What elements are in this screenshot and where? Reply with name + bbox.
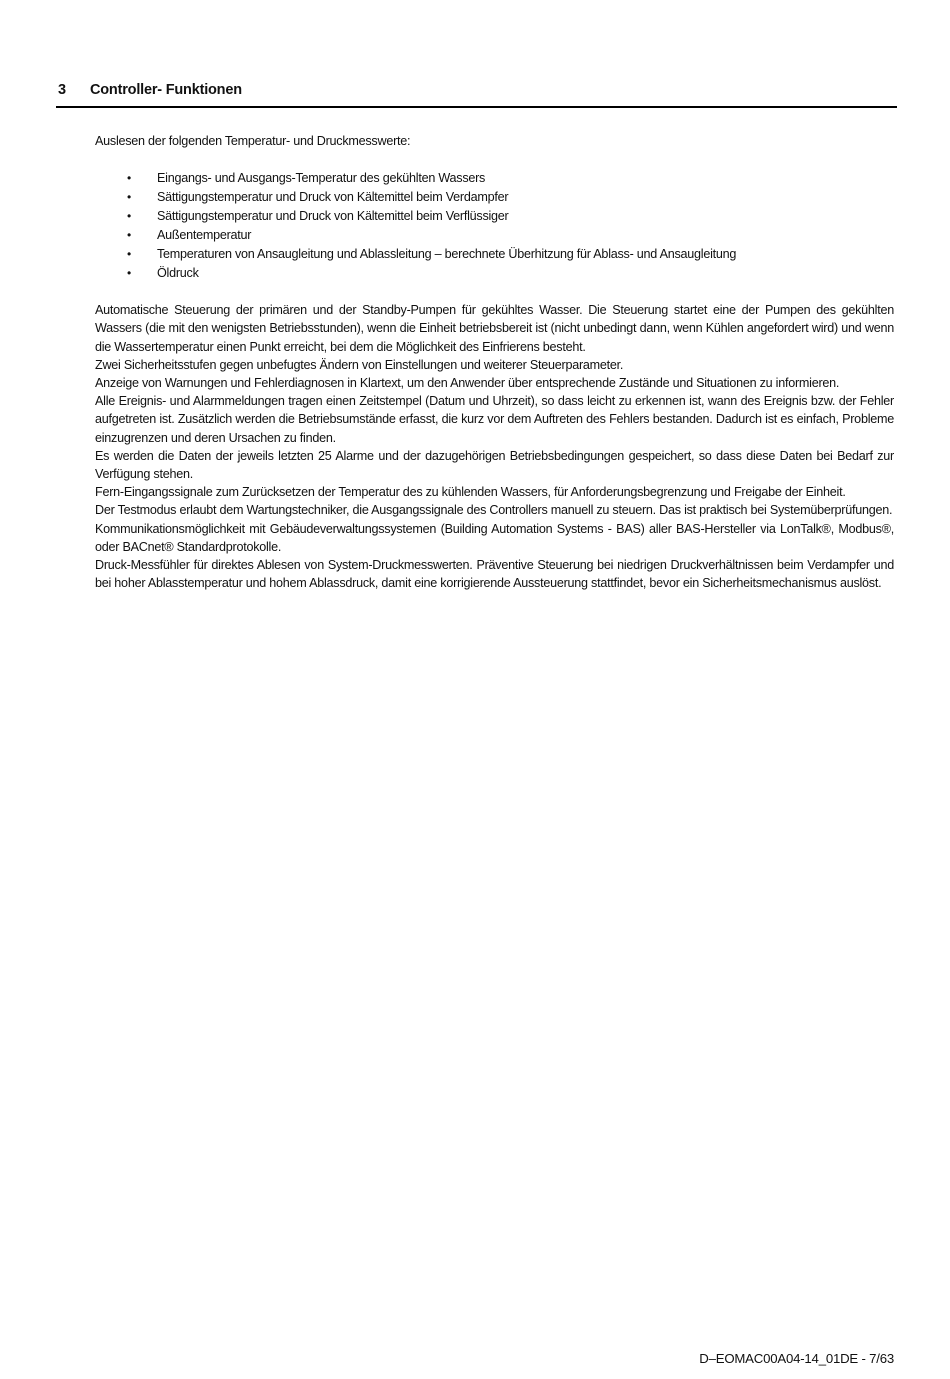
heading-divider <box>56 106 897 108</box>
section-heading <box>58 82 896 98</box>
paragraph-communication: Kommunikationsmöglichkeit mit Gebäudeverwaltungssystemen (Building Automation Systems - BAS) aller BAS-Hersteller via LonTalk®, Modbus®, oder BACnet® Standardprotokolle. <box>95 521 894 554</box>
section-title: Controller- Funktionen <box>90 82 242 98</box>
list-item-text: Außentemperatur <box>157 228 252 243</box>
list-item <box>95 245 894 264</box>
paragraph-remote-inputs: Fern-Eingangssignale zum Zurücksetzen der Temperatur des zu kühlenden Wassers, für Anforderungsbegrenzung und Freigabe der Einheit. <box>95 485 846 500</box>
list-item <box>95 169 894 188</box>
paragraph-pump-control: Automatische Steuerung der primären und der Standby-Pumpen für gekühltes Wasser. Die Steuerung startet eine der Pumpen des gekühlten Wassers (die mit den wenigsten Betriebsstunden), wenn die Einheit betriebsbereit ist (nicht unbedingt dann, wenn Kühlen angefordert wird) und wenn die Wassertemperatur einen Punkt erreicht, bei dem die Möglichkeit des Einfrierens besteht. <box>95 303 894 354</box>
bullet-icon: • <box>127 209 131 224</box>
bullet-icon: • <box>127 266 131 281</box>
intro-text: Auslesen der folgenden Temperatur- und Druckmesswerte: <box>95 134 411 148</box>
page-body <box>95 132 894 592</box>
section-number: 3 <box>58 82 66 98</box>
list-item <box>95 264 894 283</box>
list-item-text: Öldruck <box>157 266 199 281</box>
paragraph-timestamps: Alle Ereignis- und Alarmmeldungen tragen einen Zeitstempel (Datum und Uhrzeit), so dass leicht zu erkennen ist, wann des Ereignis bzw. der Fehler aufgetreten ist. Zusätzlich werden die Betriebsumstände erfasst, die kurz vor dem Auftreten des Fehlers bestanden. Dadurch ist es einfach, Probleme einzugrenzen und deren Ursachen zu finden. <box>95 394 894 445</box>
list-item <box>95 188 894 207</box>
page-footer: D–EOMAC00A04-14_01DE - 7/63 <box>699 1351 894 1366</box>
bullet-icon: • <box>127 228 131 243</box>
bullet-icon: • <box>127 171 131 186</box>
bullet-icon: • <box>127 247 131 262</box>
paragraph-alarm-history: Es werden die Daten der jeweils letzten 25 Alarme und der dazugehörigen Betriebsbedingungen gespeichert, so dass diese Daten bei Bedarf zur Verfügung stehen. <box>95 448 894 482</box>
list-item-text: Eingangs- und Ausgangs-Temperatur des gekühlten Wassers <box>157 171 486 186</box>
paragraph-test-mode: Der Testmodus erlaubt dem Wartungstechniker, die Ausgangssignale des Controllers manuell zu steuern. Das ist praktisch bei Systemüberprüfungen. <box>95 503 893 518</box>
paragraph-security-levels: Zwei Sicherheitsstufen gegen unbefugtes Ändern von Einstellungen und weiterer Steuerparameter. <box>95 357 624 372</box>
bullet-icon: • <box>127 190 131 205</box>
list-item-text: Sättigungstemperatur und Druck von Kältemittel beim Verflüssiger <box>157 209 509 224</box>
list-item-text: Sättigungstemperatur und Druck von Kältemittel beim Verdampfer <box>157 190 509 205</box>
paragraph-warnings: Anzeige von Warnungen und Fehlerdiagnosen in Klartext, um den Anwender über entsprechende Zustände und Situationen zu informieren. <box>95 376 840 391</box>
list-item-text: Temperaturen von Ansaugleitung und Ablassleitung – berechnete Überhitzung für Ablass- und Ansaugleitung <box>157 247 737 262</box>
paragraph-pressure-sensors: Druck-Messfühler für direktes Ablesen von System-Druckmesswerten. Präventive Steuerung bei niedrigen Druckverhältnissen beim Verdampfer und bei hoher Ablasstemperatur und hohem Ablassdruck, damit eine korrigierende Aussteuerung stattfindet, bevor ein Sicherheitsmechanismus auslöst. <box>95 558 894 591</box>
list-item <box>95 226 894 245</box>
measurement-list <box>95 169 894 283</box>
list-item <box>95 207 894 226</box>
